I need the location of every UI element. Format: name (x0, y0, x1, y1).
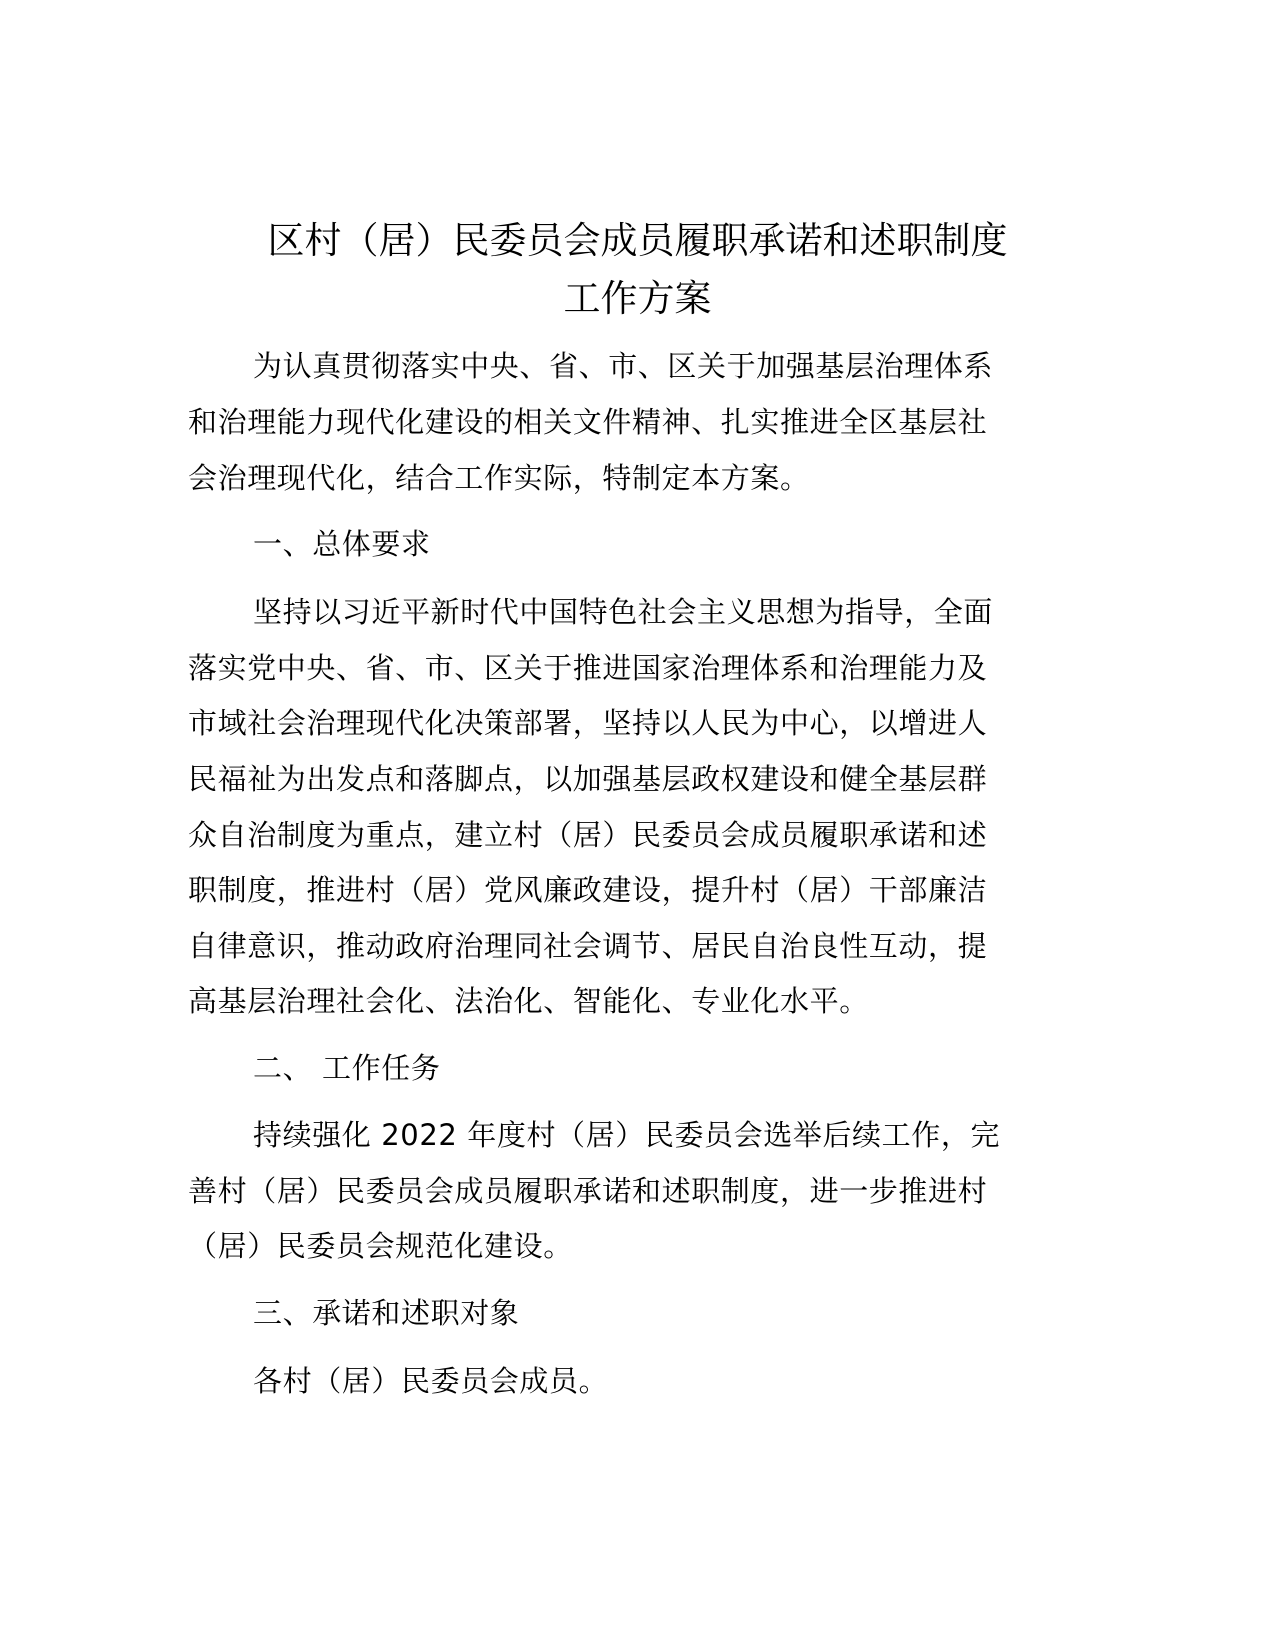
requirements-paragraph-line: 市域社会治理现代化决策部署，坚持以人民为中心，以增进人 (188, 706, 988, 740)
tasks-paragraph-line: 善村（居）民委员会成员履职承诺和述职制度，进一步推进村 (188, 1174, 988, 1208)
tasks-paragraph-line: （居）民委员会规范化建设。 (188, 1229, 573, 1263)
requirements-paragraph-line: 坚持以习近平新时代中国特色社会主义思想为指导，全面 (253, 595, 994, 629)
document-title-line-2: 工作方案 (563, 277, 712, 320)
requirements-paragraph-line: 职制度，推进村（居）党风廉政建设，提升村（居）干部廉洁 (188, 873, 988, 907)
section-heading-general-requirements: 一、总体要求 (253, 527, 431, 561)
tasks-paragraph-line: 持续强化 2022 年度村（居）民委员会选举后续工作，完 (253, 1118, 1001, 1152)
requirements-paragraph-line: 落实党中央、省、市、区关于推进国家治理体系和治理能力及 (188, 651, 988, 685)
intro-paragraph-line: 为认真贯彻落实中央、省、市、区关于加强基层治理体系 (253, 349, 994, 383)
intro-paragraph-line: 会治理现代化，结合工作实际，特制定本方案。 (188, 461, 810, 495)
document-title-line-1: 区村（居）民委员会成员履职承诺和述职制度 (267, 219, 1008, 262)
requirements-paragraph-line: 自律意识，推动政府治理同社会调节、居民自治良性互动，提 (188, 929, 988, 963)
requirements-paragraph-line: 高基层治理社会化、法治化、智能化、专业化水平。 (188, 984, 869, 1018)
section-heading-work-tasks: 二、 工作任务 (253, 1051, 441, 1085)
requirements-paragraph-line: 众自治制度为重点，建立村（居）民委员会成员履职承诺和述 (188, 818, 988, 852)
intro-paragraph-line: 和治理能力现代化建设的相关文件精神、扎实推进全区基层社 (188, 405, 988, 439)
section-heading-targets: 三、承诺和述职对象 (253, 1296, 520, 1330)
requirements-paragraph-line: 民福祉为出发点和落脚点，以加强基层政权建设和健全基层群 (188, 762, 988, 796)
targets-paragraph-line: 各村（居）民委员会成员。 (253, 1364, 609, 1398)
